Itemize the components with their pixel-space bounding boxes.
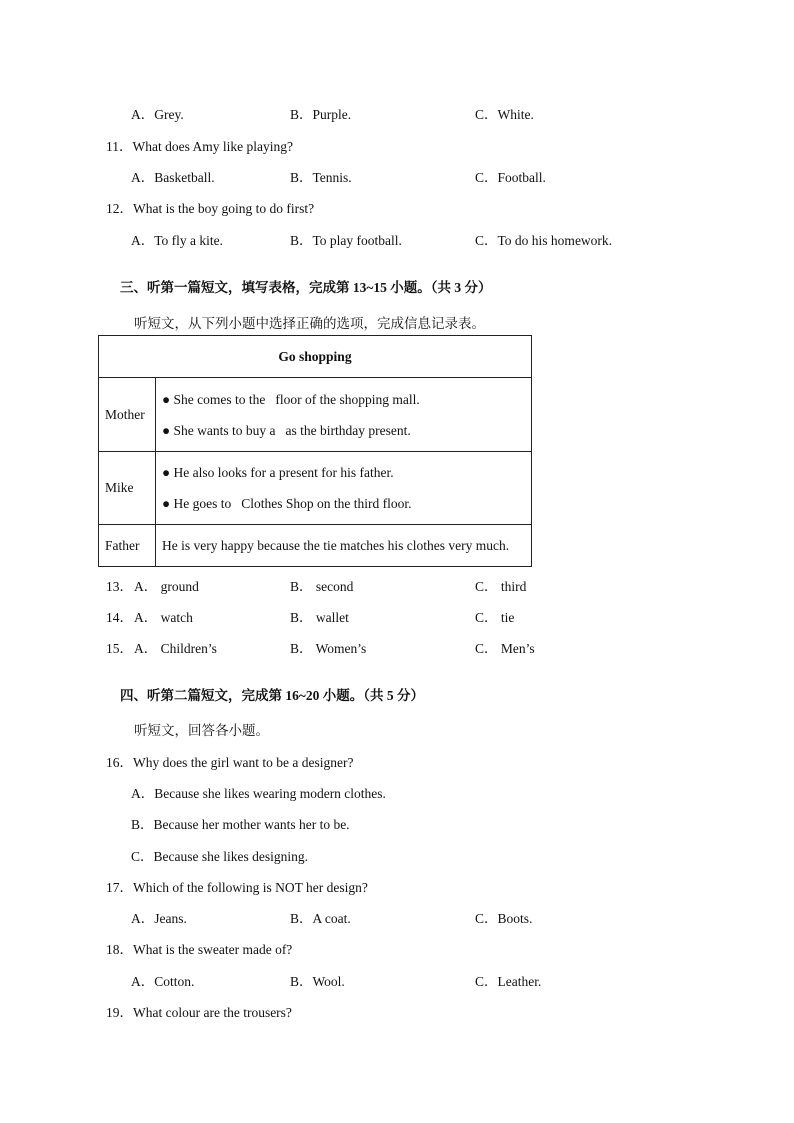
- section3-title: 三、听第一篇短文，填写表格，完成第 13~15 小题。（共 3 分）: [120, 280, 492, 295]
- q16-question: 16．Why does the girl want to be a designer?: [106, 755, 354, 770]
- q11-question: 11．What does Amy like playing?: [106, 139, 293, 154]
- q10-option-b: B．Purple.: [290, 107, 352, 122]
- q11-option-a: A．Basketball.: [131, 170, 215, 185]
- q13-option-a: A． ground: [134, 579, 199, 594]
- section4-title: 四、听第二篇短文，完成第 16~20 小题。（共 5 分）: [120, 688, 425, 703]
- q13-option-b: B． second: [290, 579, 354, 594]
- q14-option-a: A． watch: [134, 610, 193, 625]
- mother-line2-start: ● She wants to buy a: [162, 422, 276, 438]
- q18-option-b: B．Wool.: [290, 974, 345, 989]
- q17-question: 17．Which of the following is NOT her design?: [106, 880, 368, 895]
- info-table: [98, 335, 532, 567]
- q10-option-a: A．Grey.: [131, 107, 184, 122]
- q19-question: 19．What colour are the trousers?: [106, 1005, 292, 1020]
- mother-line2-end: as the birthday present.: [285, 422, 411, 438]
- mike-line1: ● He also looks for a present for his father.: [162, 465, 394, 480]
- q13-number: 13．: [106, 579, 133, 594]
- section3-instruction: 听短文，从下列小题中选择正确的选项，完成信息记录表。: [134, 316, 485, 331]
- q12-question: 12．What is the boy going to do first?: [106, 201, 315, 216]
- q14-option-c: C． tie: [475, 610, 515, 625]
- q15-option-a: A． Children’s: [134, 641, 217, 656]
- father-label: Father: [99, 525, 156, 567]
- q14-option-b: B． wallet: [290, 610, 349, 625]
- mother-label: Mother: [99, 378, 156, 452]
- mike-line2-start: ● He goes to: [162, 496, 232, 511]
- mother-cell: [156, 378, 532, 452]
- q12-option-b: B．To play football.: [290, 233, 402, 248]
- q17-option-a: A．Jeans.: [131, 911, 187, 926]
- section4-instruction: 听短文，回答各小题。: [134, 723, 269, 738]
- q14-number: 14．: [106, 610, 133, 625]
- mike-line2-end: Clothes Shop on the third floor.: [241, 496, 412, 511]
- q17-option-b: B．A coat.: [290, 911, 351, 926]
- q16-option-b: B．Because her mother wants her to be.: [131, 817, 350, 832]
- q15-option-b: B． Women’s: [290, 641, 367, 656]
- q18-option-c: C．Leather.: [475, 974, 542, 989]
- q13-option-c: C． third: [475, 579, 527, 594]
- mike-cell: [156, 452, 532, 525]
- q18-question: 18．What is the sweater made of?: [106, 942, 293, 957]
- mother-line1-end: floor of the shopping mall.: [275, 391, 420, 407]
- q16-option-a: A．Because she likes wearing modern clothes.: [131, 786, 386, 801]
- mother-line1-start: ● She comes to the: [162, 391, 266, 407]
- table-title: Go shopping: [99, 336, 532, 378]
- q12-option-c: C．To do his homework.: [475, 233, 613, 248]
- father-line: He is very happy because the tie matches his clothes very much.: [156, 525, 532, 567]
- q16-option-c: C．Because she likes designing.: [131, 849, 308, 864]
- q17-option-c: C．Boots.: [475, 911, 533, 926]
- q10-option-c: C．White.: [475, 107, 534, 122]
- q18-option-a: A．Cotton.: [131, 974, 195, 989]
- mike-label: Mike: [99, 452, 156, 525]
- q15-number: 15．: [106, 641, 133, 656]
- q15-option-c: C． Men’s: [475, 641, 535, 656]
- q11-option-c: C．Football.: [475, 170, 546, 185]
- q11-option-b: B．Tennis.: [290, 170, 352, 185]
- q12-option-a: A．To fly a kite.: [131, 233, 224, 248]
